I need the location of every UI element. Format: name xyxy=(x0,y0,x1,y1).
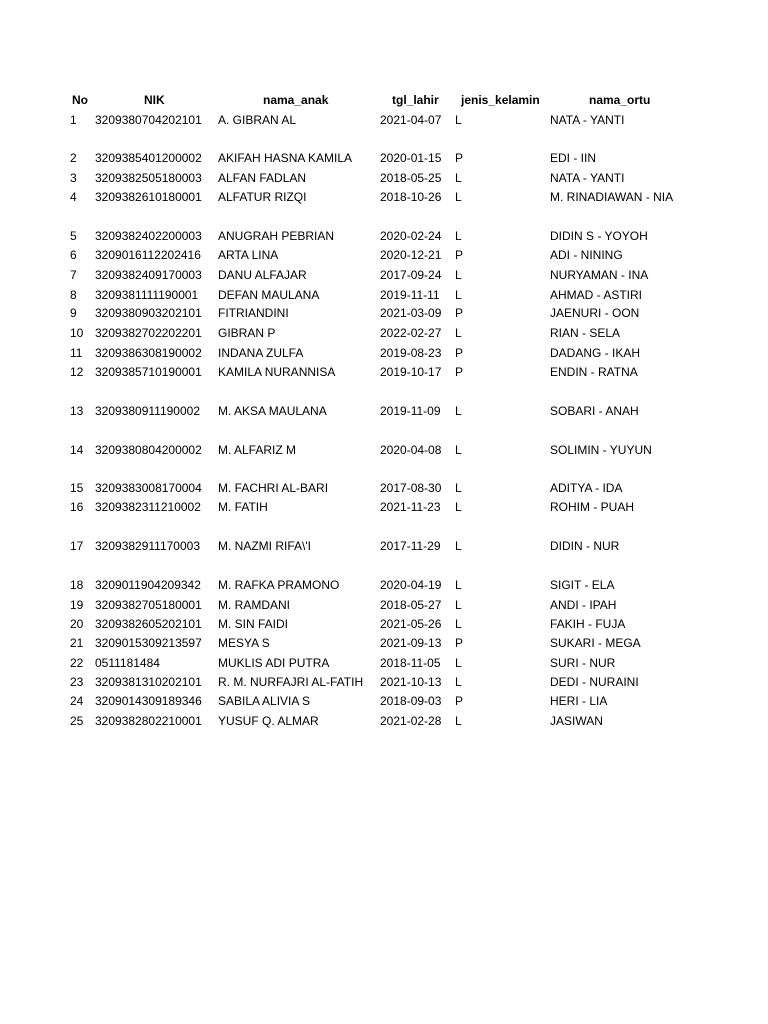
table-row xyxy=(0,246,768,265)
cell-no: 2 xyxy=(70,151,77,165)
cell-nik: 3209382610180001 xyxy=(95,190,202,204)
table-row xyxy=(0,111,768,130)
cell-nama-anak: M. RAMDANI xyxy=(218,598,290,612)
cell-nik: 3209014309189346 xyxy=(95,694,202,708)
cell-jenis-kelamin: L xyxy=(455,326,462,340)
cell-tgl-lahir: 2020-12-21 xyxy=(380,248,442,262)
cell-nik: 3209383008170004 xyxy=(95,481,202,495)
cell-nama-anak: R. M. NURFAJRI AL-FATIH xyxy=(218,675,364,689)
table-row xyxy=(0,324,768,343)
cell-tgl-lahir: 2018-09-03 xyxy=(380,694,442,708)
cell-nik: 3209386308190002 xyxy=(95,346,202,360)
cell-nik: 3209380903202101 xyxy=(95,306,202,320)
cell-no: 20 xyxy=(70,617,84,631)
cell-nama-ortu: ADI - NINING xyxy=(550,248,623,262)
cell-nama-ortu: NATA - YANTI xyxy=(550,171,625,185)
cell-no: 16 xyxy=(70,500,84,514)
cell-no: 14 xyxy=(70,443,84,457)
cell-jenis-kelamin: P xyxy=(455,694,464,708)
header-no: No xyxy=(72,93,88,107)
table-row xyxy=(0,344,768,363)
cell-nik: 3209380804200002 xyxy=(95,443,202,457)
cell-nama-anak: M. ALFARIZ M xyxy=(218,443,297,457)
cell-nama-anak: FITRIANDINI xyxy=(218,306,289,320)
cell-nik: 3209381111190001 xyxy=(95,288,199,302)
cell-nama-anak: ALFATUR RIZQI xyxy=(218,190,307,204)
cell-tgl-lahir: 2019-10-17 xyxy=(380,365,442,379)
cell-no: 25 xyxy=(70,714,84,728)
cell-tgl-lahir: 2019-11-09 xyxy=(380,404,441,418)
cell-jenis-kelamin: L xyxy=(455,675,462,689)
cell-nama-anak: M. NAZMI RIFA\'I xyxy=(218,539,311,553)
cell-nama-ortu: HERI - LIA xyxy=(550,694,608,708)
header-row xyxy=(0,91,768,110)
cell-nama-ortu: ADITYA - IDA xyxy=(550,481,623,495)
cell-tgl-lahir: 2021-10-13 xyxy=(380,675,442,689)
table-row xyxy=(0,537,768,556)
cell-tgl-lahir: 2021-05-26 xyxy=(380,617,442,631)
cell-nama-ortu: NURYAMAN - INA xyxy=(550,268,649,282)
cell-nama-ortu: ANDI - IPAH xyxy=(550,598,617,612)
cell-tgl-lahir: 2021-09-13 xyxy=(380,636,442,650)
cell-tgl-lahir: 2020-04-19 xyxy=(380,578,442,592)
cell-no: 13 xyxy=(70,404,84,418)
cell-nama-anak: A. GIBRAN AL xyxy=(218,113,297,127)
header-tgl-lahir: tgl_lahir xyxy=(392,93,439,107)
cell-no: 6 xyxy=(70,248,77,262)
cell-nama-ortu: SURI - NUR xyxy=(550,656,616,670)
cell-nama-ortu: RIAN - SELA xyxy=(550,326,621,340)
cell-tgl-lahir: 2019-08-23 xyxy=(380,346,442,360)
cell-tgl-lahir: 2017-08-30 xyxy=(380,481,442,495)
cell-no: 8 xyxy=(70,288,77,302)
cell-tgl-lahir: 2020-02-24 xyxy=(380,229,442,243)
cell-jenis-kelamin: L xyxy=(455,443,462,457)
header-nama-anak: nama_anak xyxy=(263,93,329,107)
cell-nama-anak: M. SIN FAIDI xyxy=(218,617,289,631)
table-row xyxy=(0,596,768,615)
cell-nik: 3209382605202101 xyxy=(95,617,202,631)
cell-nik: 3209382802210001 xyxy=(95,714,202,728)
cell-nama-ortu: SIGIT - ELA xyxy=(550,578,615,592)
table-row xyxy=(0,576,768,595)
table-row xyxy=(0,227,768,246)
table-row xyxy=(0,169,768,188)
cell-tgl-lahir: 2018-11-05 xyxy=(380,656,441,670)
cell-jenis-kelamin: L xyxy=(455,481,462,495)
cell-nama-ortu: JASIWAN xyxy=(550,714,603,728)
cell-nama-ortu: ENDIN - RATNA xyxy=(550,365,638,379)
cell-nama-anak: M. RAFKA PRAMONO xyxy=(218,578,340,592)
cell-jenis-kelamin: L xyxy=(455,171,462,185)
table-row xyxy=(0,441,768,460)
cell-nama-anak: AKIFAH HASNA KAMILA xyxy=(218,151,353,165)
cell-nik: 3209382311210002 xyxy=(95,500,201,514)
header-nama-ortu: nama_ortu xyxy=(589,93,651,107)
cell-nik: 3209380911190002 xyxy=(95,404,200,418)
cell-nama-ortu: SOBARI - ANAH xyxy=(550,404,639,418)
cell-no: 22 xyxy=(70,656,84,670)
table-row xyxy=(0,712,768,731)
cell-nik: 3209382409170003 xyxy=(95,268,202,282)
cell-tgl-lahir: 2021-11-23 xyxy=(380,500,441,514)
cell-no: 10 xyxy=(70,326,84,340)
cell-nama-ortu: FAKIH - FUJA xyxy=(550,617,626,631)
cell-jenis-kelamin: L xyxy=(455,268,462,282)
table-row xyxy=(0,266,768,285)
cell-jenis-kelamin: P xyxy=(455,248,464,262)
cell-tgl-lahir: 2021-03-09 xyxy=(380,306,442,320)
cell-tgl-lahir: 2021-02-28 xyxy=(380,714,442,728)
cell-jenis-kelamin: L xyxy=(455,539,462,553)
cell-jenis-kelamin: P xyxy=(455,365,464,379)
cell-jenis-kelamin: L xyxy=(455,617,462,631)
table-row xyxy=(0,402,768,421)
table-row xyxy=(0,363,768,382)
cell-tgl-lahir: 2017-09-24 xyxy=(380,268,442,282)
cell-nama-ortu: NATA - YANTI xyxy=(550,113,625,127)
cell-tgl-lahir: 2017-11-29 xyxy=(380,539,441,553)
header-jenis-kelamin: jenis_kelamin xyxy=(461,93,540,107)
cell-jenis-kelamin: L xyxy=(455,714,462,728)
table-row xyxy=(0,304,768,323)
table-row xyxy=(0,188,768,207)
cell-tgl-lahir: 2018-10-26 xyxy=(380,190,442,204)
cell-no: 7 xyxy=(70,268,77,282)
table-row xyxy=(0,615,768,634)
cell-nik: 3209016112202416 xyxy=(95,248,201,262)
cell-nama-ortu: SOLIMIN - YUYUN xyxy=(550,443,652,457)
cell-jenis-kelamin: L xyxy=(455,404,462,418)
table-row xyxy=(0,479,768,498)
cell-no: 15 xyxy=(70,481,84,495)
cell-no: 5 xyxy=(70,229,77,243)
table-row xyxy=(0,692,768,711)
cell-nama-ortu: DADANG - IKAH xyxy=(550,346,641,360)
cell-no: 11 xyxy=(70,346,83,360)
cell-no: 21 xyxy=(70,636,84,650)
cell-jenis-kelamin: P xyxy=(455,636,464,650)
cell-tgl-lahir: 2018-05-27 xyxy=(380,598,442,612)
cell-tgl-lahir: 2020-04-08 xyxy=(380,443,442,457)
cell-nik: 0511181484 xyxy=(95,656,160,670)
cell-jenis-kelamin: P xyxy=(455,306,464,320)
cell-jenis-kelamin: L xyxy=(455,229,462,243)
cell-jenis-kelamin: L xyxy=(455,190,462,204)
cell-jenis-kelamin: L xyxy=(455,288,462,302)
cell-nik: 3209385710190001 xyxy=(95,365,202,379)
cell-tgl-lahir: 2018-05-25 xyxy=(380,171,442,185)
cell-nama-anak: KAMILA NURANNISA xyxy=(218,365,336,379)
table-row xyxy=(0,654,768,673)
cell-no: 23 xyxy=(70,675,84,689)
cell-nama-anak: SABILA ALIVIA S xyxy=(218,694,311,708)
cell-tgl-lahir: 2021-04-07 xyxy=(380,113,442,127)
cell-nama-anak: YUSUF Q. ALMAR xyxy=(218,714,319,728)
table-row xyxy=(0,634,768,653)
cell-nama-anak: DEFAN MAULANA xyxy=(218,288,320,302)
cell-jenis-kelamin: L xyxy=(455,598,462,612)
cell-jenis-kelamin: L xyxy=(455,578,462,592)
cell-nama-ortu: DEDI - NURAINI xyxy=(550,675,639,689)
cell-nama-ortu: DIDIN - NUR xyxy=(550,539,620,553)
cell-nama-ortu: SUKARI - MEGA xyxy=(550,636,641,650)
cell-no: 1 xyxy=(70,113,77,127)
cell-no: 19 xyxy=(70,598,84,612)
cell-nik: 3209382402200003 xyxy=(95,229,202,243)
cell-jenis-kelamin: L xyxy=(455,500,462,514)
cell-nama-ortu: EDI - IIN xyxy=(550,151,597,165)
cell-jenis-kelamin: L xyxy=(455,113,462,127)
cell-nama-anak: MESYA S xyxy=(218,636,270,650)
cell-nama-anak: GIBRAN P xyxy=(218,326,276,340)
cell-nik: 3209385401200002 xyxy=(95,151,202,165)
cell-nama-ortu: DIDIN S - YOYOH xyxy=(550,229,648,243)
cell-nama-ortu: M. RINADIAWAN - NIA xyxy=(550,190,674,204)
cell-nama-anak: DANU ALFAJAR xyxy=(218,268,307,282)
table-row xyxy=(0,673,768,692)
cell-nama-ortu: AHMAD - ASTIRI xyxy=(550,288,643,302)
cell-nama-anak: ARTA LINA xyxy=(218,248,279,262)
cell-nik: 3209382702202201 xyxy=(95,326,202,340)
cell-no: 24 xyxy=(70,694,84,708)
cell-nik: 3209382911170003 xyxy=(95,539,200,553)
table-row xyxy=(0,149,768,168)
cell-nik: 3209382505180003 xyxy=(95,171,202,185)
cell-nik: 3209381310202101 xyxy=(95,675,202,689)
header-nik: NIK xyxy=(144,93,165,107)
table-row xyxy=(0,286,768,305)
cell-nik: 3209382705180001 xyxy=(95,598,202,612)
cell-nama-anak: M. FACHRI AL-BARI xyxy=(218,481,329,495)
cell-nik: 3209011904209342 xyxy=(95,578,201,592)
cell-nama-ortu: JAENURI - OON xyxy=(550,306,640,320)
cell-nama-anak: M. AKSA MAULANA xyxy=(218,404,327,418)
table-row xyxy=(0,498,768,517)
cell-tgl-lahir: 2019-11-11 xyxy=(380,288,440,302)
cell-no: 12 xyxy=(70,365,84,379)
cell-jenis-kelamin: L xyxy=(455,656,462,670)
cell-nik: 3209380704202101 xyxy=(95,113,202,127)
cell-nama-anak: MUKLIS ADI PUTRA xyxy=(218,656,330,670)
cell-nama-anak: ANUGRAH PEBRIAN xyxy=(218,229,335,243)
cell-no: 9 xyxy=(70,306,77,320)
cell-no: 3 xyxy=(70,171,77,185)
cell-nama-ortu: ROHIM - PUAH xyxy=(550,500,634,514)
cell-no: 4 xyxy=(70,190,77,204)
cell-jenis-kelamin: P xyxy=(455,346,464,360)
cell-nik: 3209015309213597 xyxy=(95,636,202,650)
cell-nama-anak: ALFAN FADLAN xyxy=(218,171,307,185)
cell-tgl-lahir: 2022-02-27 xyxy=(380,326,442,340)
cell-tgl-lahir: 2020-01-15 xyxy=(380,151,442,165)
cell-no: 18 xyxy=(70,578,84,592)
cell-nama-anak: INDANA ZULFA xyxy=(218,346,304,360)
cell-jenis-kelamin: P xyxy=(455,151,464,165)
cell-no: 17 xyxy=(70,539,84,553)
cell-nama-anak: M. FATIH xyxy=(218,500,268,514)
